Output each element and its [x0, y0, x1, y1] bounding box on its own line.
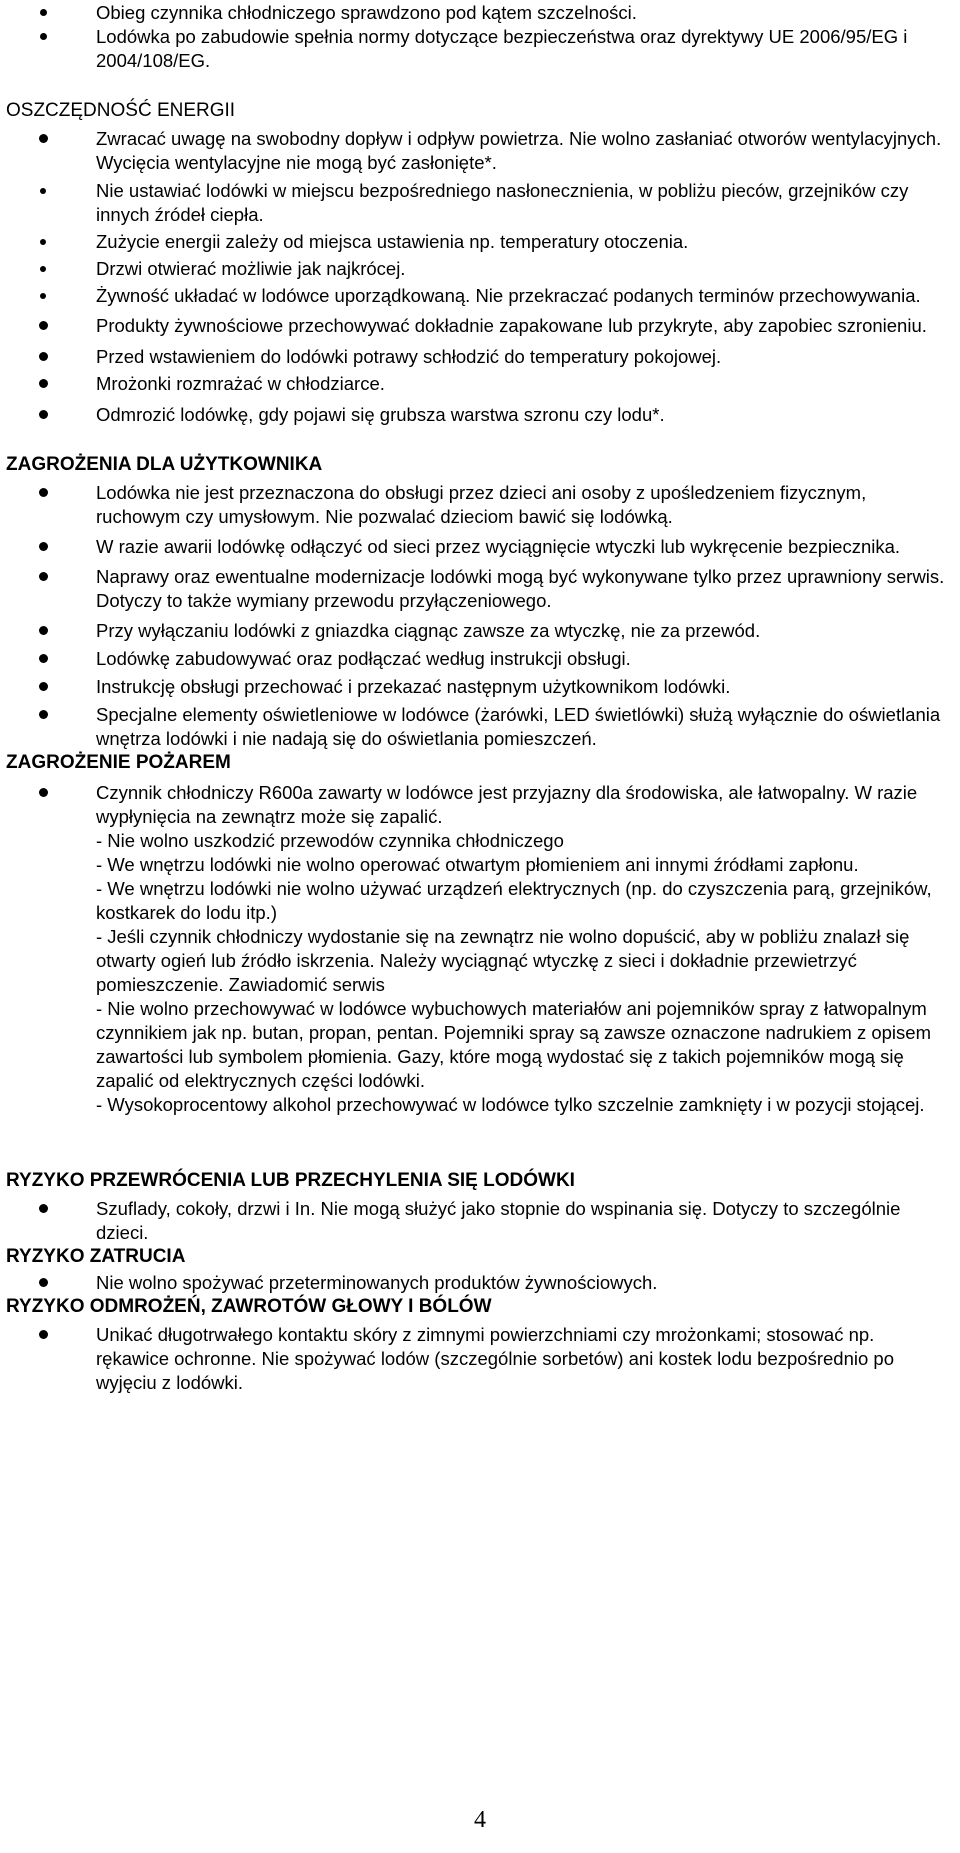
bullet-icon — [40, 188, 46, 194]
bullet-icon — [39, 626, 48, 635]
list-item — [0, 535, 950, 559]
list-item-text: Produkty żywnościowe przechowywać dokładnie zapakowane lub przykryte, aby zapobiec szronieniu. — [96, 315, 927, 336]
list-item — [0, 1271, 950, 1295]
fire-sub-item: - Jeśli czynnik chłodniczy wydostanie się na zewnątrz nie wolno dopuścić, aby w pobliżu znalazł się otwarty ogień lub źródło iskrzenia. Należy wyciągnąć wtyczkę z sieci i dokładnie przewietrzyć pomieszczenie. Zawiadomić serwis — [96, 926, 910, 995]
bullet-icon — [40, 239, 46, 245]
list-item-text: Przed wstawieniem do lodówki potrawy schłodzić do temperatury pokojowej. — [96, 346, 722, 367]
list-item-text: Nie ustawiać lodówki w miejscu bezpośredniego nasłonecznienia, w pobliżu pieców, grzejników czy innych źródeł ciepła. — [96, 180, 909, 225]
bullet-icon — [39, 682, 48, 691]
list-item — [0, 284, 950, 308]
list-item — [0, 675, 950, 699]
fire-list — [0, 781, 950, 829]
list-item — [0, 345, 950, 369]
bullet-icon — [39, 134, 48, 143]
fire-sub-item: - We wnętrzu lodówki nie wolno operować otwartym płomieniem ani innymi źródłami zapłonu. — [96, 854, 859, 875]
bullet-icon — [39, 710, 48, 719]
list-item — [0, 403, 950, 427]
energy-list — [0, 127, 950, 427]
page-number: 4 — [474, 1807, 486, 1833]
bullet-icon — [40, 9, 47, 16]
list-item-text: Odmrozić lodówkę, gdy pojawi się grubsza warstwa szronu czy lodu*. — [96, 404, 665, 425]
list-item-text: Nie wolno spożywać przeterminowanych produktów żywnościowych. — [96, 1272, 658, 1293]
list-item-text: Unikać długotrwałego kontaktu skóry z zimnymi powierzchniami czy mrożonkami; stosować np. rękawice ochronne. Nie spożywać lodów (szczególnie sorbetów) ani kostek lodu bezpośrednio po wyjęciu z lodówki. — [96, 1324, 894, 1393]
section-title-frostbite: RYZYKO ODMROŻEŃ, ZAWROTÓW GŁOWY I BÓLÓW — [6, 1296, 492, 1317]
section-title-user-hazards: ZAGROŻENIA DLA UŻYTKOWNIKA — [6, 454, 323, 475]
section-title-fire: ZAGROŻENIE POŻAREM — [6, 752, 231, 773]
section-title-poisoning: RYZYKO ZATRUCIA — [6, 1246, 186, 1267]
intro-list — [0, 1, 950, 73]
list-item — [0, 25, 950, 73]
list-item-text: Obieg czynnika chłodniczego sprawdzono pod kątem szczelności. — [96, 2, 637, 23]
list-item — [0, 565, 950, 613]
bullet-icon — [39, 654, 48, 663]
list-item — [0, 314, 950, 338]
list-item-text: Zużycie energii zależy od miejsca ustawienia np. temperatury otoczenia. — [96, 231, 689, 252]
user-hazards-list — [0, 481, 950, 751]
bullet-icon — [39, 788, 48, 797]
bullet-icon — [39, 379, 48, 388]
section-title-tipping: RYZYKO PRZEWRÓCENIA LUB PRZECHYLENIA SIĘ LODÓWKI — [6, 1170, 575, 1191]
list-item-text: W razie awarii lodówkę odłączyć od sieci przez wyciągnięcie wtyczki lub wykręcenie bezpiecznika. — [96, 536, 901, 557]
fire-sub-item: - Nie wolno przechowywać w lodówce wybuchowych materiałów ani pojemników spray z łatwopalnym czynnikiem jak np. butan, propan, pentan. Pojemniki spray są zawsze oznaczone nadrukiem z opisem zawartości lub symbolem płomienia. Gazy, które mogą wydostać się z takich pojemników mogą się zapalić od elektrycznych części lodówki. — [96, 998, 931, 1091]
list-item — [0, 703, 950, 751]
bullet-icon — [39, 572, 48, 581]
list-item — [0, 1, 950, 25]
list-item — [0, 619, 950, 643]
list-item-text: Lodówka nie jest przeznaczona do obsługi przez dzieci ani osoby z upośledzeniem fizycznym, ruchowym czy umysłowym. Nie pozwalać dzieciom bawić się lodówką. — [96, 482, 867, 527]
frostbite-list — [0, 1323, 950, 1395]
list-item-text: Przy wyłączaniu lodówki z gniazdka ciągnąc zawsze za wtyczkę, nie za przewód. — [96, 620, 761, 641]
bullet-icon — [39, 542, 48, 551]
list-item-text: Czynnik chłodniczy R600a zawarty w lodówce jest przyjazny dla środowiska, ale łatwopalny. W razie wypłynięcia na zewnątrz może się zapalić. — [96, 782, 918, 827]
bullet-icon — [40, 266, 46, 272]
bullet-icon — [40, 33, 47, 40]
list-item — [0, 179, 950, 227]
bullet-icon — [40, 293, 46, 299]
list-item — [0, 781, 950, 829]
list-item-text: Szuflady, cokoły, drzwi i In. Nie mogą służyć jako stopnie do wspinania się. Dotyczy to szczególnie dzieci. — [96, 1198, 901, 1243]
list-item — [0, 257, 950, 281]
list-item-text: Zwracać uwagę na swobodny dopływ i odpływ powietrza. Nie wolno zasłaniać otworów wentylacyjnych. Wycięcia wentylacyjne nie mogą być zasłonięte*. — [96, 128, 942, 173]
list-item — [0, 481, 950, 529]
list-item-text: Żywność układać w lodówce uporządkowaną. Nie przekraczać podanych terminów przechowywania. — [96, 285, 921, 306]
list-item — [0, 1197, 950, 1245]
bullet-icon — [39, 321, 48, 330]
list-item — [0, 230, 950, 254]
bullet-icon — [39, 488, 48, 497]
bullet-icon — [39, 1330, 48, 1339]
section-title-energy: OSZCZĘDNOŚĆ ENERGII — [6, 100, 236, 121]
list-item — [0, 127, 950, 175]
tipping-list — [0, 1197, 950, 1245]
bullet-icon — [39, 1204, 48, 1213]
list-item-text: Naprawy oraz ewentualne modernizacje lodówki mogą być wykonywane tylko przez uprawniony serwis. Dotyczy to także wymiany przewodu przyłączeniowego. — [96, 566, 945, 611]
list-item-text: Lodówkę zabudowywać oraz podłączać według instrukcji obsługi. — [96, 648, 631, 669]
bullet-icon — [39, 410, 48, 419]
list-item-text: Mrożonki rozmrażać w chłodziarce. — [96, 373, 385, 394]
list-item-text: Instrukcję obsługi przechować i przekazać następnym użytkownikom lodówki. — [96, 676, 731, 697]
poisoning-list — [0, 1271, 950, 1295]
list-item — [0, 647, 950, 671]
bullet-icon — [39, 352, 48, 361]
fire-sub-item: - We wnętrzu lodówki nie wolno używać urządzeń elektrycznych (np. do czyszczenia parą, grzejników, kostkarek do lodu itp.) — [96, 878, 932, 923]
bullet-icon — [39, 1278, 48, 1287]
list-item — [0, 372, 950, 396]
list-item-text: Lodówka po zabudowie spełnia normy dotyczące bezpieczeństwa oraz dyrektywy UE 2006/95/EG i 2004/108/EG. — [96, 26, 908, 71]
fire-sub-item: - Wysokoprocentowy alkohol przechowywać w lodówce tylko szczelnie zamknięty i w pozycji stojącej. — [96, 1094, 925, 1115]
list-item-text: Drzwi otwierać możliwie jak najkrócej. — [96, 258, 406, 279]
fire-sub-item: - Nie wolno uszkodzić przewodów czynnika chłodniczego — [96, 830, 564, 851]
list-item-text: Specjalne elementy oświetleniowe w lodówce (żarówki, LED świetlówki) służą wyłącznie do oświetlania wnętrza lodówki i nie nadają się do oświetlania pomieszczeń. — [96, 704, 941, 749]
list-item — [0, 1323, 950, 1395]
